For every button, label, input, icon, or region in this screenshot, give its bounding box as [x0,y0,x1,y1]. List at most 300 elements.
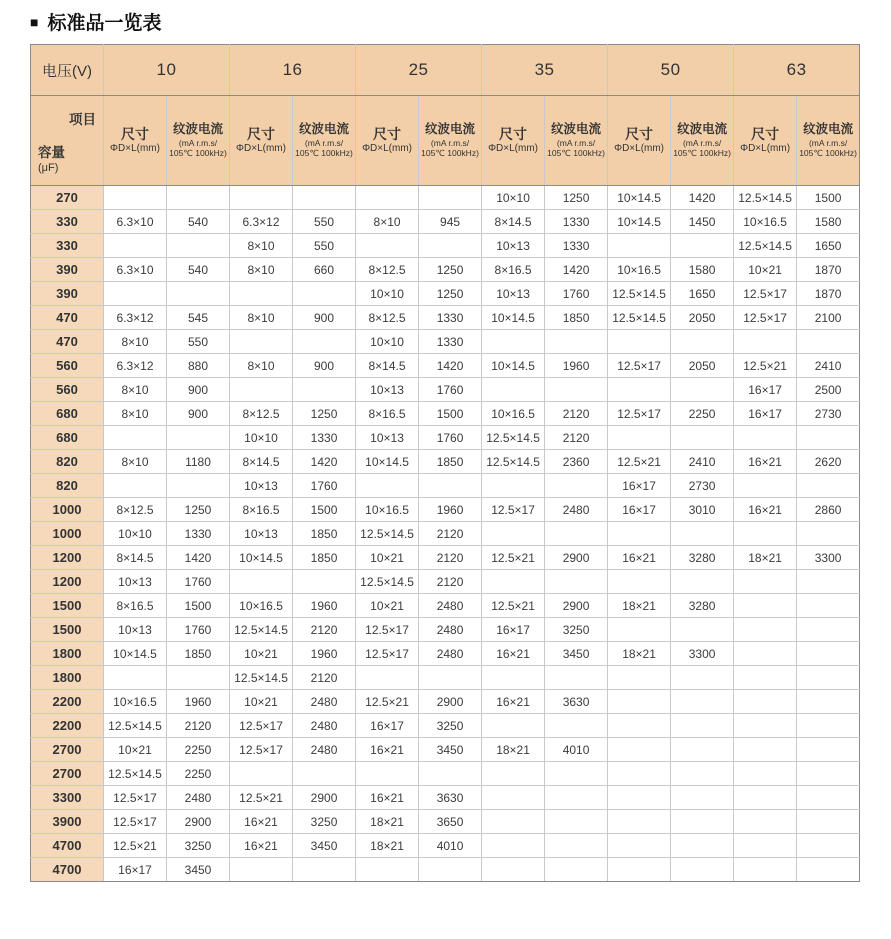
voltage-header-label: 电压(V) [31,45,104,96]
table-row [31,618,860,642]
ripple-cell [545,834,608,858]
size-cell: 12.5×21 [734,354,797,378]
table-row [31,378,860,402]
ripple-cell [797,690,860,714]
ripple-cell: 2480 [293,714,356,738]
ripple-cell: 1650 [671,282,734,306]
capacity-cell: 1800 [31,666,104,690]
size-cell: 18×21 [356,810,419,834]
ripple-cell: 1850 [167,642,230,666]
table-row [31,426,860,450]
capacity-cell: 330 [31,210,104,234]
ripple-unit-label [419,138,481,159]
ripple-cell: 1420 [167,546,230,570]
voltage-header-63: 63 [734,45,860,96]
ripple-cell [797,762,860,786]
ripple-cell: 900 [293,354,356,378]
ripple-cell: 550 [293,234,356,258]
ripple-cell: 1870 [797,258,860,282]
size-cell [608,426,671,450]
size-cell: 10×14.5 [482,354,545,378]
ripple-cell [671,786,734,810]
size-cell [230,858,293,882]
size-cell: 12.5×14.5 [734,234,797,258]
ripple-unit-label [545,138,607,159]
ripple-cell: 2120 [419,570,482,594]
ripple-cell [671,738,734,762]
capacity-label: 容量 (μF) [38,145,65,175]
size-header-16v [230,96,293,186]
size-cell [608,234,671,258]
capacity-cell: 680 [31,402,104,426]
size-cell [734,714,797,738]
size-header-10v [104,96,167,186]
table-row [31,234,860,258]
size-cell: 12.5×14.5 [356,570,419,594]
size-cell: 8×10 [104,450,167,474]
ripple-cell: 2500 [797,378,860,402]
size-cell: 10×13 [356,426,419,450]
size-cell: 16×21 [230,810,293,834]
size-cell: 6.3×10 [104,258,167,282]
ripple-cell: 1500 [419,402,482,426]
ripple-cell: 2050 [671,306,734,330]
ripple-cell [797,426,860,450]
ripple-cell: 2730 [797,402,860,426]
ripple-cell [671,834,734,858]
ripple-cell: 2480 [419,618,482,642]
ripple-cell: 1850 [293,522,356,546]
ripple-unit-line1: (mA r.m.s/ [304,137,344,148]
size-cell [104,666,167,690]
size-cell [230,762,293,786]
ripple-cell: 2120 [545,402,608,426]
capacity-cell: 680 [31,426,104,450]
size-cell: 8×14.5 [104,546,167,570]
size-cell: 18×21 [608,594,671,618]
ripple-header-16v [293,96,356,186]
size-cell: 10×14.5 [608,210,671,234]
ripple-cell [671,810,734,834]
ripple-unit-label [167,138,229,159]
ripple-cell: 2250 [167,738,230,762]
size-cell: 12.5×14.5 [230,666,293,690]
size-cell: 6.3×10 [104,210,167,234]
ripple-cell [167,234,230,258]
size-cell [608,618,671,642]
ripple-cell: 545 [167,306,230,330]
capacity-cell: 1000 [31,522,104,546]
capacity-cell: 390 [31,282,104,306]
size-cell: 12.5×14.5 [482,426,545,450]
size-cell: 16×17 [104,858,167,882]
capacity-cell: 3900 [31,810,104,834]
ripple-cell: 2250 [167,762,230,786]
size-cell [734,618,797,642]
ripple-label: 纹波电流 [173,122,224,137]
ripple-header-25v [419,96,482,186]
ripple-cell [419,762,482,786]
ripple-cell: 2100 [797,306,860,330]
size-cell [356,762,419,786]
size-cell: 6.3×12 [230,210,293,234]
ripple-cell: 3300 [797,546,860,570]
ripple-cell: 1850 [419,450,482,474]
ripple-cell: 1450 [671,210,734,234]
ripple-cell: 3630 [419,786,482,810]
size-cell: 10×14.5 [608,186,671,210]
size-cell: 12.5×21 [482,546,545,570]
capacity-cell: 470 [31,306,104,330]
size-cell: 8×16.5 [482,258,545,282]
ripple-cell [545,330,608,354]
size-cell [608,666,671,690]
size-cell [608,834,671,858]
table-row [31,522,860,546]
ripple-label: 纹波电流 [425,122,476,137]
ripple-cell [797,330,860,354]
capacity-cell: 560 [31,378,104,402]
capacity-cell: 270 [31,186,104,210]
ripple-header-35v [545,96,608,186]
ripple-cell: 1850 [545,306,608,330]
ripple-cell [293,330,356,354]
size-cell: 12.5×17 [356,618,419,642]
ripple-cell: 1960 [545,354,608,378]
size-cell: 10×10 [356,282,419,306]
ripple-cell [419,858,482,882]
size-cell: 18×21 [734,546,797,570]
size-cell [734,858,797,882]
size-cell: 12.5×21 [230,786,293,810]
ripple-cell: 1250 [293,402,356,426]
ripple-unit-label [671,138,733,159]
size-cell: 12.5×17 [734,282,797,306]
ripple-cell: 1250 [419,282,482,306]
size-cell [482,522,545,546]
ripple-cell: 2120 [167,714,230,738]
ripple-cell: 2900 [293,786,356,810]
size-cell [734,666,797,690]
size-cell: 8×16.5 [104,594,167,618]
ripple-cell [419,234,482,258]
ripple-cell [797,642,860,666]
voltage-header-10: 10 [104,45,230,96]
capacity-cell: 3300 [31,786,104,810]
size-cell: 16×21 [482,690,545,714]
size-cell: 10×10 [356,330,419,354]
size-cell: 18×21 [356,834,419,858]
size-unit-label: ΦD×L(mm) [236,142,286,154]
ripple-cell: 900 [293,306,356,330]
size-cell [356,234,419,258]
size-cell [608,714,671,738]
ripple-cell [545,810,608,834]
size-cell [104,474,167,498]
size-cell: 8×14.5 [482,210,545,234]
ripple-cell [167,186,230,210]
size-cell [608,810,671,834]
table-row [31,330,860,354]
ripple-unit-line1: (mA r.m.s/ [178,137,218,148]
size-cell [482,570,545,594]
table-row [31,498,860,522]
ripple-unit-line1: (mA r.m.s/ [556,137,596,148]
ripple-cell: 2480 [419,642,482,666]
ripple-label: 纹波电流 [551,122,602,137]
size-cell: 10×16.5 [482,402,545,426]
ripple-cell [293,378,356,402]
ripple-cell: 3650 [419,810,482,834]
size-cell [734,690,797,714]
size-cell: 12.5×14.5 [734,186,797,210]
ripple-cell [797,594,860,618]
voltage-header-35: 35 [482,45,608,96]
ripple-label: 纹波电流 [677,122,728,137]
table-row [31,570,860,594]
ripple-cell [545,474,608,498]
ripple-cell: 1180 [167,450,230,474]
size-cell: 10×21 [356,594,419,618]
ripple-cell [671,522,734,546]
size-cell: 10×14.5 [230,546,293,570]
capacity-cell: 820 [31,450,104,474]
ripple-cell: 1960 [419,498,482,522]
size-cell: 12.5×14.5 [608,282,671,306]
ripple-cell: 1650 [797,234,860,258]
ripple-cell [671,570,734,594]
ripple-cell: 2860 [797,498,860,522]
ripple-cell: 660 [293,258,356,282]
ripple-cell: 2620 [797,450,860,474]
size-cell: 8×10 [356,210,419,234]
ripple-cell: 1960 [293,594,356,618]
size-cell: 12.5×17 [608,354,671,378]
ripple-cell: 1760 [167,618,230,642]
ripple-unit-line1: (mA r.m.s/ [430,137,470,148]
table-row [31,642,860,666]
size-cell: 12.5×14.5 [104,714,167,738]
size-cell: 10×14.5 [482,306,545,330]
size-cell: 10×14.5 [356,450,419,474]
table-row [31,282,860,306]
size-cell [608,570,671,594]
ripple-cell: 2120 [419,522,482,546]
ripple-cell [293,186,356,210]
ripple-cell: 4010 [545,738,608,762]
size-cell: 16×17 [734,378,797,402]
ripple-cell: 2900 [167,810,230,834]
size-cell: 16×21 [356,738,419,762]
ripple-cell [671,378,734,402]
ripple-cell: 1420 [671,186,734,210]
size-cell [608,786,671,810]
capacity-cell: 1200 [31,570,104,594]
size-cell: 6.3×12 [104,354,167,378]
size-cell: 10×16.5 [608,258,671,282]
ripple-cell: 880 [167,354,230,378]
size-cell: 8×14.5 [230,450,293,474]
ripple-cell: 3630 [545,690,608,714]
size-cell: 12.5×14.5 [230,618,293,642]
size-cell: 8×12.5 [104,498,167,522]
size-cell: 12.5×17 [230,738,293,762]
size-cell [230,570,293,594]
size-header-35v [482,96,545,186]
table-row [31,306,860,330]
size-cell [734,810,797,834]
size-cell: 12.5×17 [356,642,419,666]
size-cell [230,186,293,210]
ripple-cell [545,378,608,402]
capacity-cell: 470 [31,330,104,354]
size-cell: 16×21 [230,834,293,858]
size-cell [482,858,545,882]
ripple-unit-line1: (mA r.m.s/ [682,137,722,148]
ripple-cell: 1760 [167,570,230,594]
ripple-cell: 2360 [545,450,608,474]
ripple-cell [797,618,860,642]
size-cell: 10×14.5 [104,642,167,666]
size-label: 尺寸 [751,126,780,143]
table-row [31,594,860,618]
table-row [31,450,860,474]
ripple-cell: 550 [167,330,230,354]
ripple-cell: 3450 [167,858,230,882]
size-cell: 8×12.5 [356,258,419,282]
ripple-cell: 2120 [293,618,356,642]
capacity-cell: 560 [31,354,104,378]
table-row [31,666,860,690]
ripple-cell: 900 [167,402,230,426]
ripple-cell [671,858,734,882]
size-cell [608,330,671,354]
capacity-cell: 1000 [31,498,104,522]
size-cell [734,474,797,498]
ripple-cell [419,474,482,498]
ripple-unit-line2: 105℃ 100kHz) [169,148,227,159]
ripple-cell [545,762,608,786]
size-cell: 10×16.5 [734,210,797,234]
ripple-unit-line2: 105℃ 100kHz) [547,148,605,159]
size-cell [230,330,293,354]
size-cell: 10×21 [230,642,293,666]
ripple-unit-line2: 105℃ 100kHz) [295,148,353,159]
ripple-cell [293,570,356,594]
ripple-unit-line2: 105℃ 100kHz) [673,148,731,159]
ripple-cell [671,690,734,714]
size-label: 尺寸 [499,126,528,143]
ripple-cell: 2480 [293,738,356,762]
ripple-cell: 1500 [167,594,230,618]
size-cell [482,666,545,690]
size-cell: 16×21 [482,642,545,666]
size-cell [356,666,419,690]
size-header-25v [356,96,419,186]
size-cell: 12.5×14.5 [482,450,545,474]
table-row [31,210,860,234]
ripple-cell: 945 [419,210,482,234]
size-cell [734,738,797,762]
size-cell: 8×12.5 [230,402,293,426]
size-cell: 10×13 [230,522,293,546]
ripple-cell: 550 [293,210,356,234]
size-header-50v [608,96,671,186]
diagonal-header-cell [31,96,104,186]
ripple-cell: 1250 [419,258,482,282]
ripple-cell [797,810,860,834]
ripple-cell [545,714,608,738]
ripple-cell [545,570,608,594]
size-cell: 12.5×17 [734,306,797,330]
capacity-cell: 820 [31,474,104,498]
size-cell: 10×21 [230,690,293,714]
table-row [31,786,860,810]
ripple-cell: 2900 [419,690,482,714]
size-cell: 12.5×17 [608,402,671,426]
ripple-cell: 2900 [545,594,608,618]
size-cell [356,186,419,210]
ripple-cell: 900 [167,378,230,402]
size-cell [608,522,671,546]
ripple-cell: 2480 [545,498,608,522]
size-cell: 10×13 [482,234,545,258]
ripple-cell [293,858,356,882]
size-cell: 8×10 [104,402,167,426]
voltage-header-50: 50 [608,45,734,96]
size-cell: 16×21 [734,450,797,474]
standard-products-table [30,44,860,882]
size-cell [104,186,167,210]
size-cell [734,786,797,810]
title-bullet-icon: ■ [30,13,39,30]
size-cell [482,762,545,786]
ripple-cell: 1850 [293,546,356,570]
size-cell: 16×21 [608,546,671,570]
table-row [31,402,860,426]
ripple-cell: 3250 [419,714,482,738]
ripple-cell: 3250 [167,834,230,858]
ripple-cell: 1760 [419,378,482,402]
ripple-cell: 540 [167,258,230,282]
size-cell: 10×13 [104,570,167,594]
ripple-cell: 3450 [293,834,356,858]
size-cell [482,330,545,354]
size-cell: 10×10 [104,522,167,546]
ripple-cell: 2410 [797,354,860,378]
size-label: 尺寸 [373,126,402,143]
ripple-cell: 2410 [671,450,734,474]
table-row [31,714,860,738]
ripple-cell [797,666,860,690]
size-cell [608,378,671,402]
capacity-cell: 330 [31,234,104,258]
size-cell [482,378,545,402]
ripple-cell: 2480 [167,786,230,810]
ripple-cell: 2120 [293,666,356,690]
size-cell [734,762,797,786]
size-cell: 12.5×21 [608,450,671,474]
ripple-cell [671,666,734,690]
size-cell: 12.5×21 [482,594,545,618]
ripple-cell: 1960 [167,690,230,714]
ripple-cell [797,522,860,546]
size-cell: 16×21 [356,786,419,810]
ripple-cell: 3450 [545,642,608,666]
ripple-cell: 1330 [167,522,230,546]
size-cell [356,858,419,882]
ripple-label: 纹波电流 [299,122,350,137]
